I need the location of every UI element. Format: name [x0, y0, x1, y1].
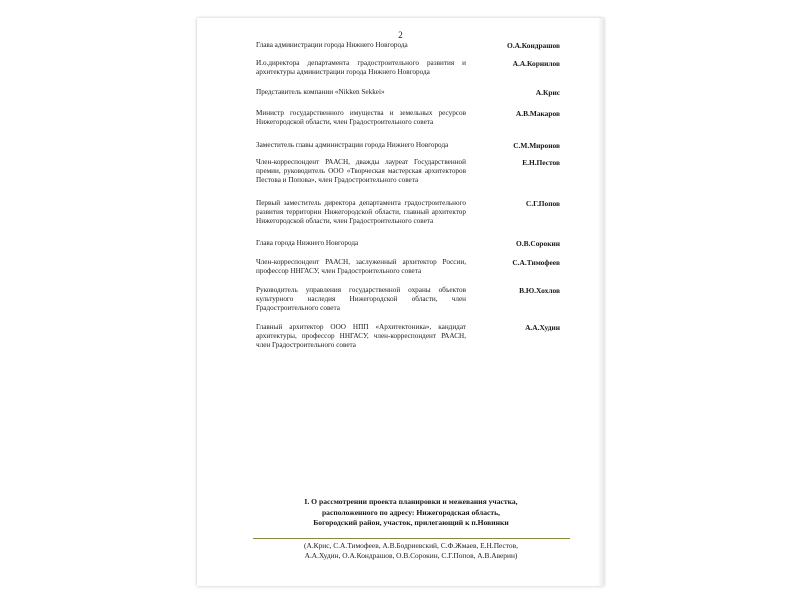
- attendee-name: О.А.Кондрашов: [506, 41, 560, 50]
- section-heading-line: расположенного по адресу: Нижегородская область,: [321, 507, 501, 517]
- speakers-line: (А.Крис, С.А.Тимофеев, А.В.Бодриевский, С.Ф.Жмаев, Е.Н.Пестов,: [304, 541, 518, 550]
- attendee-name: Е.Н.Пестов: [522, 158, 560, 167]
- attendee-entry: [256, 258, 560, 276]
- attendee-role: Представитель компании «Nikken Sekkei»: [256, 88, 385, 96]
- attendee-role: Министр государственного имущества и земельных ресурсов Нижегородской области, член Градостроительного совета: [256, 109, 466, 126]
- attendee-entry: [256, 199, 560, 226]
- page-number: 2: [398, 30, 403, 40]
- attendee-role: И.о.директора департамента градостроительного развития и архитектуры администрации города Нижнего Новгорода: [256, 59, 466, 76]
- attendee-name: А.А.Худин: [525, 323, 560, 332]
- attendee-role: Заместитель главы администрации города Нижнего Новгорода: [256, 141, 449, 149]
- attendee-entry: [256, 158, 560, 185]
- attendee-entry: [256, 141, 560, 150]
- attendee-role: Глава города Нижнего Новгорода: [256, 239, 359, 247]
- attendee-name: С.М.Миронов: [513, 141, 560, 150]
- attendee-role: Главный архитектор ООО НПП «Архитектоника», кандидат архитектуры, профессор ННГАСУ, член-корреспондент РААСН, член Градостроительного совета: [256, 323, 466, 349]
- attendee-entry: [256, 41, 560, 50]
- agenda-section-heading: [252, 497, 570, 529]
- attendee-name: О.В.Сорокин: [516, 239, 560, 248]
- section-divider: [253, 538, 570, 539]
- document-page: [197, 18, 604, 586]
- attendee-list: [256, 41, 560, 350]
- attendee-name: А.В.Макаров: [515, 109, 560, 118]
- attendee-entry: [256, 59, 560, 77]
- attendee-role: Первый заместитель директора департамента градостроительного развития территории Нижегородской области, главный архитектор Нижегородской области, член Градостроительного совета: [256, 199, 466, 225]
- attendee-entry: [256, 323, 560, 350]
- attendee-role: Член-корреспондент РААСН, дважды лауреат Государственной премии, руководитель ООО «Творческая мастерская архитекторов Пестова и Попова», член Градостроительного совета: [256, 158, 466, 184]
- attendee-name: А.Крис: [535, 88, 560, 97]
- attendee-name: А.А.Корнилов: [512, 59, 560, 68]
- attendee-entry: [256, 239, 560, 248]
- attendee-entry: [256, 109, 560, 127]
- attendee-entry: [256, 88, 560, 97]
- attendee-role: Руководитель управления государственной охраны объектов культурного наследия Нижегородской области, член Градостроительного совета: [256, 286, 466, 312]
- attendee-name: В.Ю.Хохлов: [519, 286, 560, 295]
- attendee-name: С.Г.Попов: [525, 199, 560, 208]
- section-heading-line: I. О рассмотрении проекта планировки и межевания участка,: [304, 497, 518, 506]
- speakers-list: [252, 541, 570, 561]
- attendee-role: Член-корреспондент РААСН, заслуженный архитектор России, профессор ННГАСУ, член Градостроительного совета: [256, 258, 466, 275]
- attendee-entry: [256, 286, 560, 313]
- speakers-line: А.А.Худин, О.А.Кондрашов, О.В.Сорокин, С.Г.Попов, А.В.Аверин): [304, 551, 518, 560]
- attendee-name: С.А.Тимофеев: [512, 258, 560, 267]
- section-heading-line: Богородский район, участок, прилегающий к п.Новинки: [313, 518, 509, 527]
- page-edge-shadow: [598, 18, 604, 586]
- attendee-role: Глава администрации города Нижнего Новгорода: [256, 41, 408, 49]
